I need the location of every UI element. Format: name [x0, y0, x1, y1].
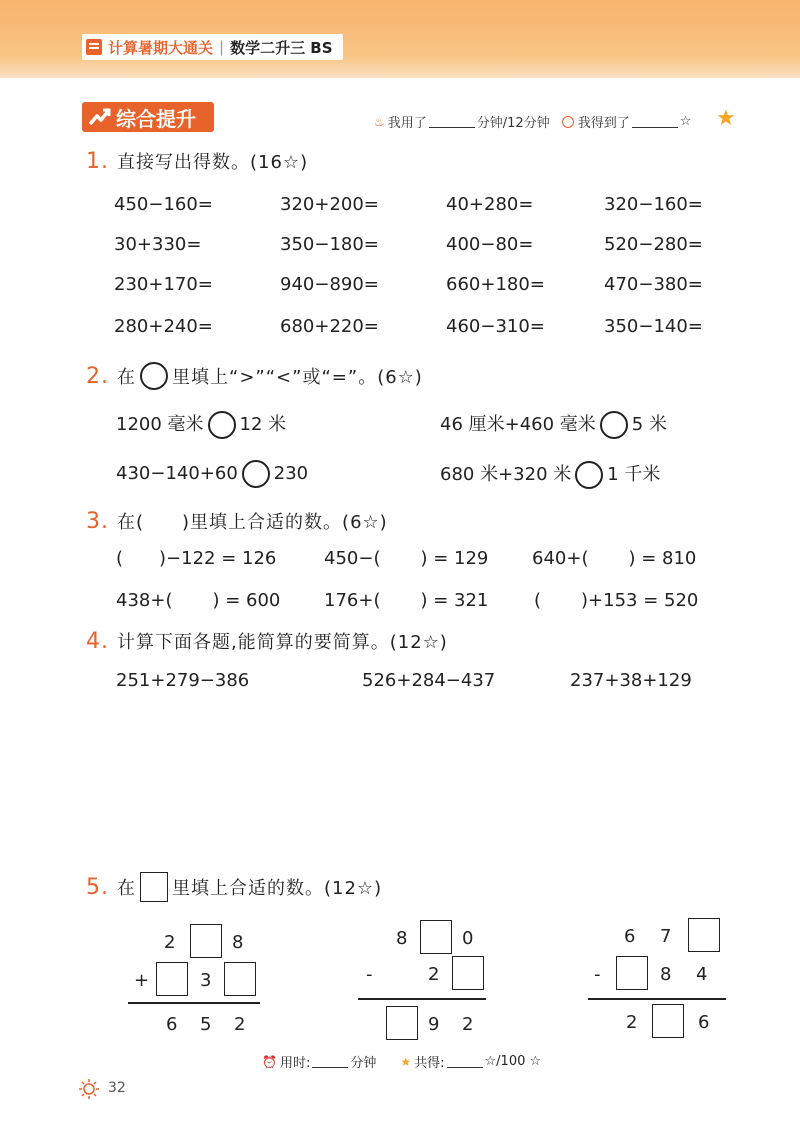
digit: 3	[200, 970, 212, 991]
timer-line	[374, 112, 691, 131]
answer-box[interactable]	[652, 1004, 684, 1038]
q3-part-a: 176+(	[324, 590, 381, 611]
q2-heading	[86, 362, 423, 390]
digit: 2	[234, 1014, 246, 1035]
header-bar	[82, 34, 343, 60]
q1-item: 230+170=	[114, 274, 213, 295]
q2-right: 5 米	[631, 414, 667, 435]
q3-part-b: ) = 600	[212, 590, 281, 611]
series-title: 计算暑期大通关	[108, 38, 214, 57]
q1-item: 450−160=	[114, 194, 213, 215]
footer	[262, 1052, 541, 1071]
star-unit: ☆	[679, 114, 692, 129]
answer-box[interactable]	[224, 962, 256, 996]
flame-icon: ♨	[374, 114, 385, 129]
star-icon: ★	[400, 1054, 412, 1069]
q5-number: 5.	[86, 874, 109, 900]
q1-item: 320−160=	[604, 194, 703, 215]
q2-right: 12 米	[239, 414, 287, 435]
q3-item-6	[534, 590, 698, 611]
q3-part-b: )+153 = 520	[581, 590, 699, 611]
q2-number: 2.	[86, 363, 109, 389]
answer-box[interactable]	[452, 956, 484, 990]
q1-item: 520−280=	[604, 234, 703, 255]
answer-box[interactable]	[190, 924, 222, 958]
digit: 9	[428, 1014, 440, 1035]
q1-item: 280+240=	[114, 316, 213, 337]
digit: 2	[462, 1014, 474, 1035]
section-banner	[82, 102, 214, 132]
time-limit-label: 分钟/12分钟	[476, 116, 550, 131]
q3-part-a: (	[534, 590, 542, 611]
q3-part-a: 450−(	[324, 548, 381, 569]
q2-title-a: 在	[117, 367, 136, 388]
trend-up-icon	[88, 106, 112, 128]
footer-time-blank[interactable]	[312, 1055, 348, 1068]
digit: 4	[696, 964, 708, 985]
answer-circle[interactable]	[575, 461, 603, 489]
q3-heading	[86, 508, 388, 534]
q2-item-1	[116, 410, 286, 439]
q3-part-b: ) = 810	[628, 548, 697, 569]
q4-item: 526+284−437	[362, 670, 496, 691]
answer-circle[interactable]	[208, 411, 236, 439]
q1-item: 680+220=	[280, 316, 379, 337]
q3-title: 在( )里填上合适的数。(6☆)	[117, 512, 388, 533]
q3-part-a: (	[116, 548, 124, 569]
square-symbol	[140, 872, 168, 902]
q5-title-a: 在	[117, 878, 136, 899]
q5-title-b: 里填上合适的数。(12☆)	[172, 878, 383, 899]
q1-title: 直接写出得数。(16☆)	[117, 152, 309, 173]
q3-part-a: 438+(	[116, 590, 173, 611]
digit: 2	[626, 1012, 638, 1033]
check-icon	[562, 116, 574, 128]
q1-item: 320+200=	[280, 194, 379, 215]
digit: 2	[164, 932, 176, 953]
clock-icon: ⏰	[262, 1054, 277, 1069]
q2-left: 430−140+60	[116, 463, 238, 484]
q2-item-3	[116, 460, 308, 488]
q4-title: 计算下面各题,能简算的要简算。(12☆)	[117, 632, 448, 653]
digit: 8	[232, 932, 244, 953]
q1-item: 30+330=	[114, 234, 202, 255]
q1-item: 460−310=	[446, 316, 545, 337]
footer-score-unit: ☆/100 ☆	[484, 1054, 542, 1069]
q1-item: 350−140=	[604, 316, 703, 337]
q3-part-a: 640+(	[532, 548, 589, 569]
q2-right: 1 千米	[607, 464, 661, 485]
answer-box[interactable]	[688, 918, 720, 952]
answer-box[interactable]	[616, 956, 648, 990]
circle-symbol	[140, 362, 168, 390]
digit: 7	[660, 926, 672, 947]
q3-item-1	[116, 548, 276, 569]
digit: 0	[462, 928, 474, 949]
score-blank[interactable]	[632, 115, 678, 128]
answer-box[interactable]	[156, 962, 188, 996]
sum-line	[128, 1002, 260, 1004]
q4-item: 237+38+129	[570, 670, 692, 691]
q3-item-5	[324, 590, 488, 611]
digit: 8	[396, 928, 408, 949]
score-label: 我得到了	[577, 116, 630, 131]
q4-work-area[interactable]	[116, 705, 736, 855]
time-used-blank[interactable]	[429, 115, 475, 128]
q1-item: 350−180=	[280, 234, 379, 255]
q2-right: 230	[273, 463, 309, 484]
digit: 8	[660, 964, 672, 985]
q5-heading	[86, 872, 382, 902]
q1-item: 470−380=	[604, 274, 703, 295]
answer-box[interactable]	[420, 920, 452, 954]
digit: 6	[166, 1014, 178, 1035]
star-icon: ★	[716, 106, 736, 131]
footer-time-label: 用时:	[279, 1056, 311, 1071]
q1-item: 940−890=	[280, 274, 379, 295]
time-used-label: 我用了	[387, 116, 427, 131]
operator: -	[366, 964, 373, 985]
difference-line	[588, 998, 726, 1000]
digit: 5	[200, 1014, 212, 1035]
q2-left: 46 厘米+460 毫米	[440, 414, 596, 435]
book-icon	[86, 39, 102, 55]
q2-item-2	[440, 410, 667, 439]
q3-part-b: ) = 321	[420, 590, 489, 611]
banner-title: 综合提升	[116, 106, 196, 131]
q2-title-b: 里填上“>”“<”或“=”。(6☆)	[172, 367, 423, 388]
q1-heading	[86, 148, 308, 174]
answer-circle[interactable]	[242, 460, 270, 488]
subject-title: 数学二升三 BS	[230, 38, 333, 57]
sun-icon	[78, 1078, 100, 1100]
answer-circle[interactable]	[600, 411, 628, 439]
q2-left: 1200 毫米	[116, 414, 204, 435]
digit: 6	[698, 1012, 710, 1033]
q1-item: 40+280=	[446, 194, 534, 215]
q3-number: 3.	[86, 508, 109, 534]
page-number: 32	[108, 1080, 126, 1096]
q3-part-b: ) = 129	[420, 548, 489, 569]
q3-item-2	[324, 548, 488, 569]
q3-part-b: )−122 = 126	[159, 548, 277, 569]
q2-item-4	[440, 460, 660, 489]
digit: 6	[624, 926, 636, 947]
divider: |	[219, 38, 225, 56]
footer-score-blank[interactable]	[447, 1055, 483, 1068]
q4-item: 251+279−386	[116, 670, 250, 691]
digit: 2	[428, 964, 440, 985]
difference-line	[358, 998, 486, 1000]
footer-score-label: 共得:	[414, 1056, 445, 1071]
operator: -	[594, 964, 601, 985]
q3-item-3	[532, 548, 696, 569]
q1-item: 400−80=	[446, 234, 534, 255]
footer-time-unit: 分钟	[350, 1056, 377, 1071]
answer-box[interactable]	[386, 1006, 418, 1040]
q2-left: 680 米+320 米	[440, 464, 572, 485]
q1-number: 1.	[86, 148, 109, 174]
q4-number: 4.	[86, 628, 109, 654]
q4-heading	[86, 628, 448, 654]
q1-item: 660+180=	[446, 274, 545, 295]
operator: +	[134, 970, 150, 991]
q3-item-4	[116, 590, 280, 611]
